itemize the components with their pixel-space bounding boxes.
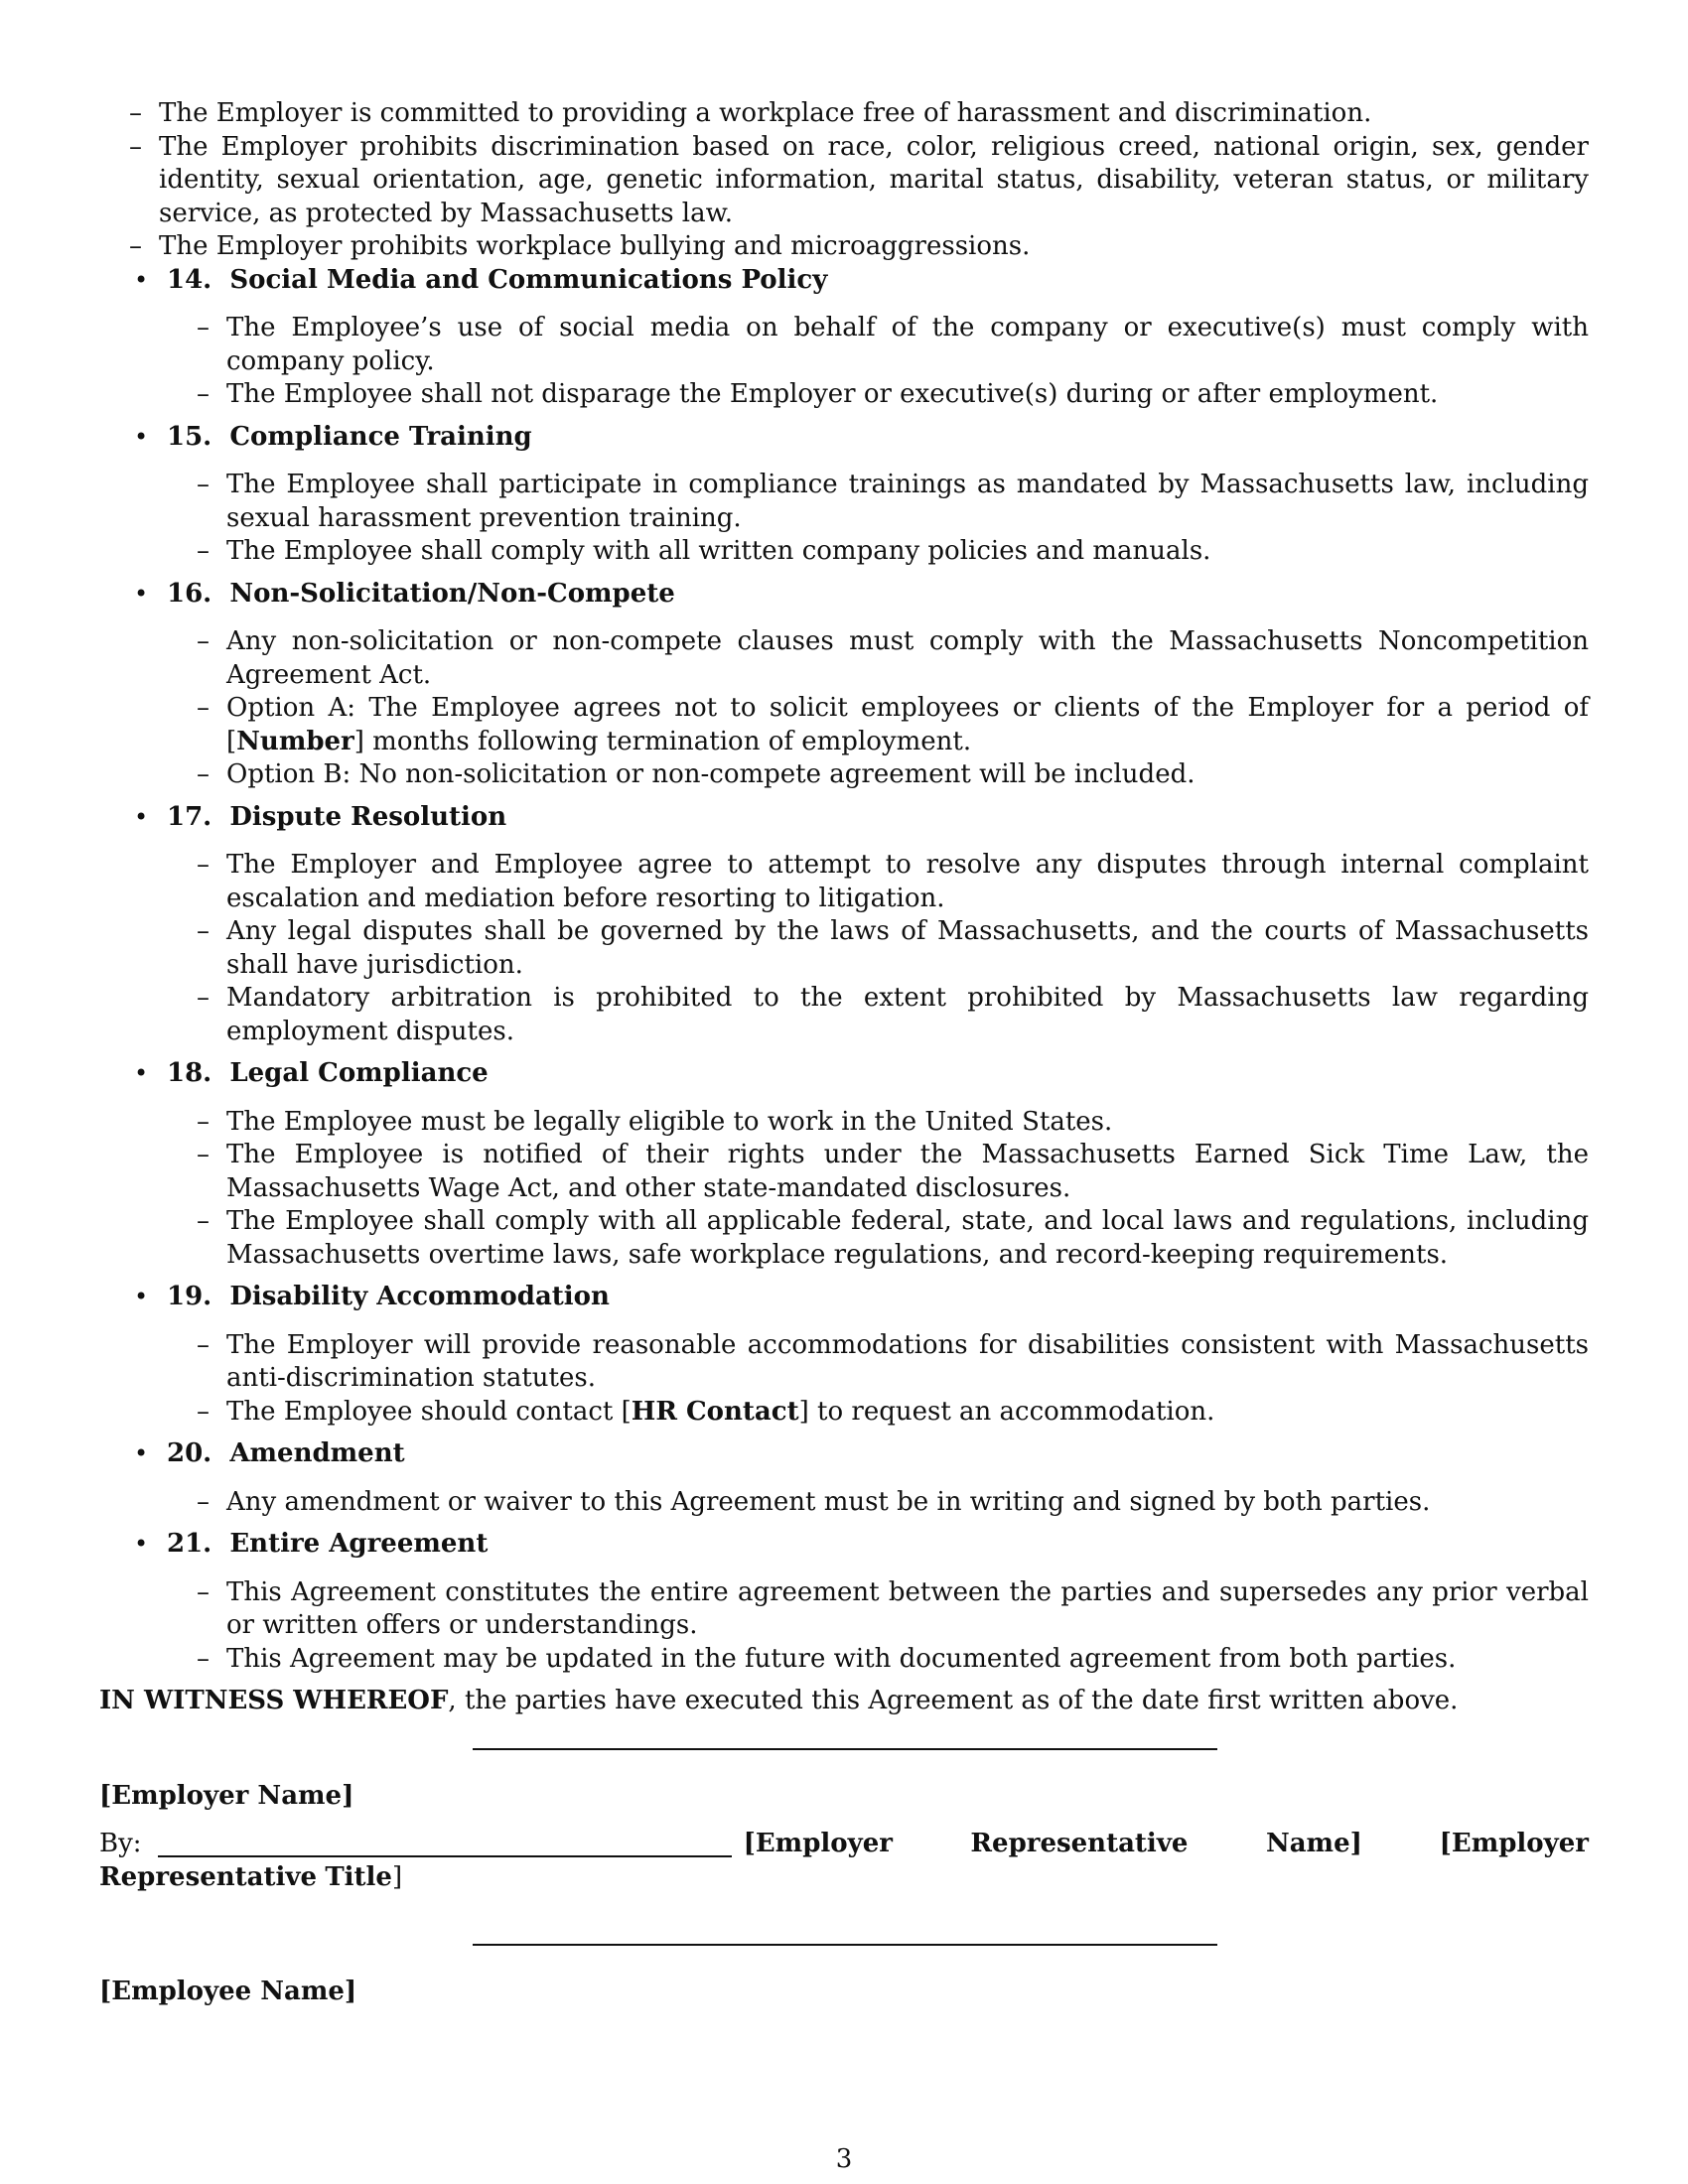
list-item: – The Employee is notified of their rights under the Massachusetts Earned Sick Time Law, the Massachusetts Wage Act, and other state-mandated disclosures.: [197, 1140, 1589, 1203]
list-item: – Option B: No non-solicitation or non-compete agreement will be included.: [197, 759, 1196, 789]
list-item: – The Employee shall not disparage the Employer or executive(s) during or after employment.: [197, 379, 1439, 409]
list-item: – Mandatory arbitration is prohibited to the extent prohibited by Massachusetts law regarding employment disputes.: [197, 983, 1589, 1046]
bullet-icon: •: [134, 422, 149, 451]
section-14: [99, 264, 1589, 412]
list-item: – The Employee shall comply with all written company policies and manuals.: [197, 536, 1211, 566]
list-item: – Any amendment or waiver to this Agreement must be in writing and signed by both parties.: [197, 1486, 1431, 1517]
sections-list: [99, 264, 1589, 1677]
list-item: – The Employee shall comply with all applicable federal, state, and local laws and regulations, including Massachusetts overtime laws, safe workplace regulations, and record-keeping requirements.: [197, 1206, 1589, 1270]
rep-name: [Employer Representative Name]: [743, 1829, 1362, 1858]
section-16: [99, 578, 1589, 792]
list-item: – The Employer will provide reasonable accommodations for disabilities consistent with Massachusetts anti-discrimination statutes.: [197, 1329, 1589, 1393]
bullet-icon: •: [134, 1530, 149, 1558]
section-17: [99, 801, 1589, 1049]
bullet-icon: •: [134, 1283, 149, 1310]
list-item: – The Employer prohibits workplace bullying and microaggressions.: [129, 231, 1031, 261]
list-item: – The Employee must be legally eligible to work in the United States.: [197, 1106, 1113, 1137]
list-item: – This Agreement constitutes the entire agreement between the parties and supersedes any prior verbal or written offers or understandings.: [197, 1576, 1589, 1640]
bullet-icon: •: [134, 1439, 149, 1467]
employer-name: [Employer Name]: [99, 1780, 354, 1811]
bullet-icon: •: [134, 579, 149, 608]
list-item: – Any legal disputes shall be governed by the laws of Massachusetts, and the courts of Massachusetts shall have jurisdiction.: [197, 916, 1589, 980]
section-heading: 19. Disability Accommodation: [167, 1282, 610, 1311]
by-line: By: [Employer Representative Name] [Employer Representative Title]: [99, 1829, 1590, 1892]
section-18: [99, 1057, 1589, 1272]
section-21: [99, 1528, 1589, 1676]
list-item: – The Employee should contact [HR Contact] to request an accommodation.: [197, 1396, 1215, 1427]
section-20: [99, 1437, 1589, 1519]
list-item: – Option A: The Employee agrees not to solicit employees or clients of the Employer for a period of [Number] months following termination of employment.: [197, 693, 1589, 756]
list-item: – The Employee shall participate in compliance trainings as mandated by Massachusetts law, including sexual harassment prevention training.: [197, 470, 1589, 533]
document-page: [99, 97, 1589, 2009]
bullet-icon: •: [134, 265, 149, 294]
bullet-icon: •: [134, 1059, 149, 1087]
section-19: [99, 1281, 1589, 1429]
list-item: – Any non-solicitation or non-compete clauses must comply with the Massachusetts Noncompetition Agreement Act.: [197, 626, 1589, 690]
section-heading: 15. Compliance Training: [167, 421, 532, 452]
list-item: – The Employer prohibits discrimination based on race, color, religious creed, national origin, sex, gender identity, sexual orientation, age, genetic information, marital status, disability, veteran status, or military service, as protected by Massachusetts law.: [129, 131, 1589, 228]
section-heading: 18. Legal Compliance: [167, 1058, 489, 1088]
harassment-policy-items: [99, 97, 1589, 264]
section-heading: 21. Entire Agreement: [167, 1529, 489, 1559]
list-item: – The Employer is committed to providing a workplace free of harassment and discrimination.: [129, 98, 1372, 128]
witness-statement: IN WITNESS WHEREOF, the parties have executed this Agreement as of the date first written above.: [99, 1686, 1459, 1715]
section-heading: 17. Dispute Resolution: [167, 801, 507, 832]
list-item: – The Employee’s use of social media on behalf of the company or executive(s) must comply with company policy.: [197, 313, 1589, 376]
employee-name: [Employee Name]: [99, 1977, 357, 2006]
section-15: [99, 421, 1589, 569]
bullet-icon: •: [134, 802, 149, 831]
section-heading: 14. Social Media and Communications Policy: [167, 264, 828, 295]
list-item: – The Employer and Employee agree to attempt to resolve any disputes through internal complaint escalation and mediation before resorting to litigation.: [197, 850, 1589, 913]
placeholder-number: Number: [236, 726, 354, 756]
employee-signature-line: [473, 1944, 1217, 1946]
list-item: – This Agreement may be updated in the future with documented agreement from both parties.: [197, 1643, 1457, 1674]
page-number: 3: [835, 2144, 853, 2174]
section-heading: 16. Non-Solicitation/Non-Compete: [167, 578, 675, 609]
employer-signature-line: [473, 1748, 1217, 1750]
placeholder-hr-contact: HR Contact: [631, 1396, 799, 1427]
section-heading: 20. Amendment: [167, 1438, 405, 1468]
by-signature-blank: [158, 1855, 732, 1857]
